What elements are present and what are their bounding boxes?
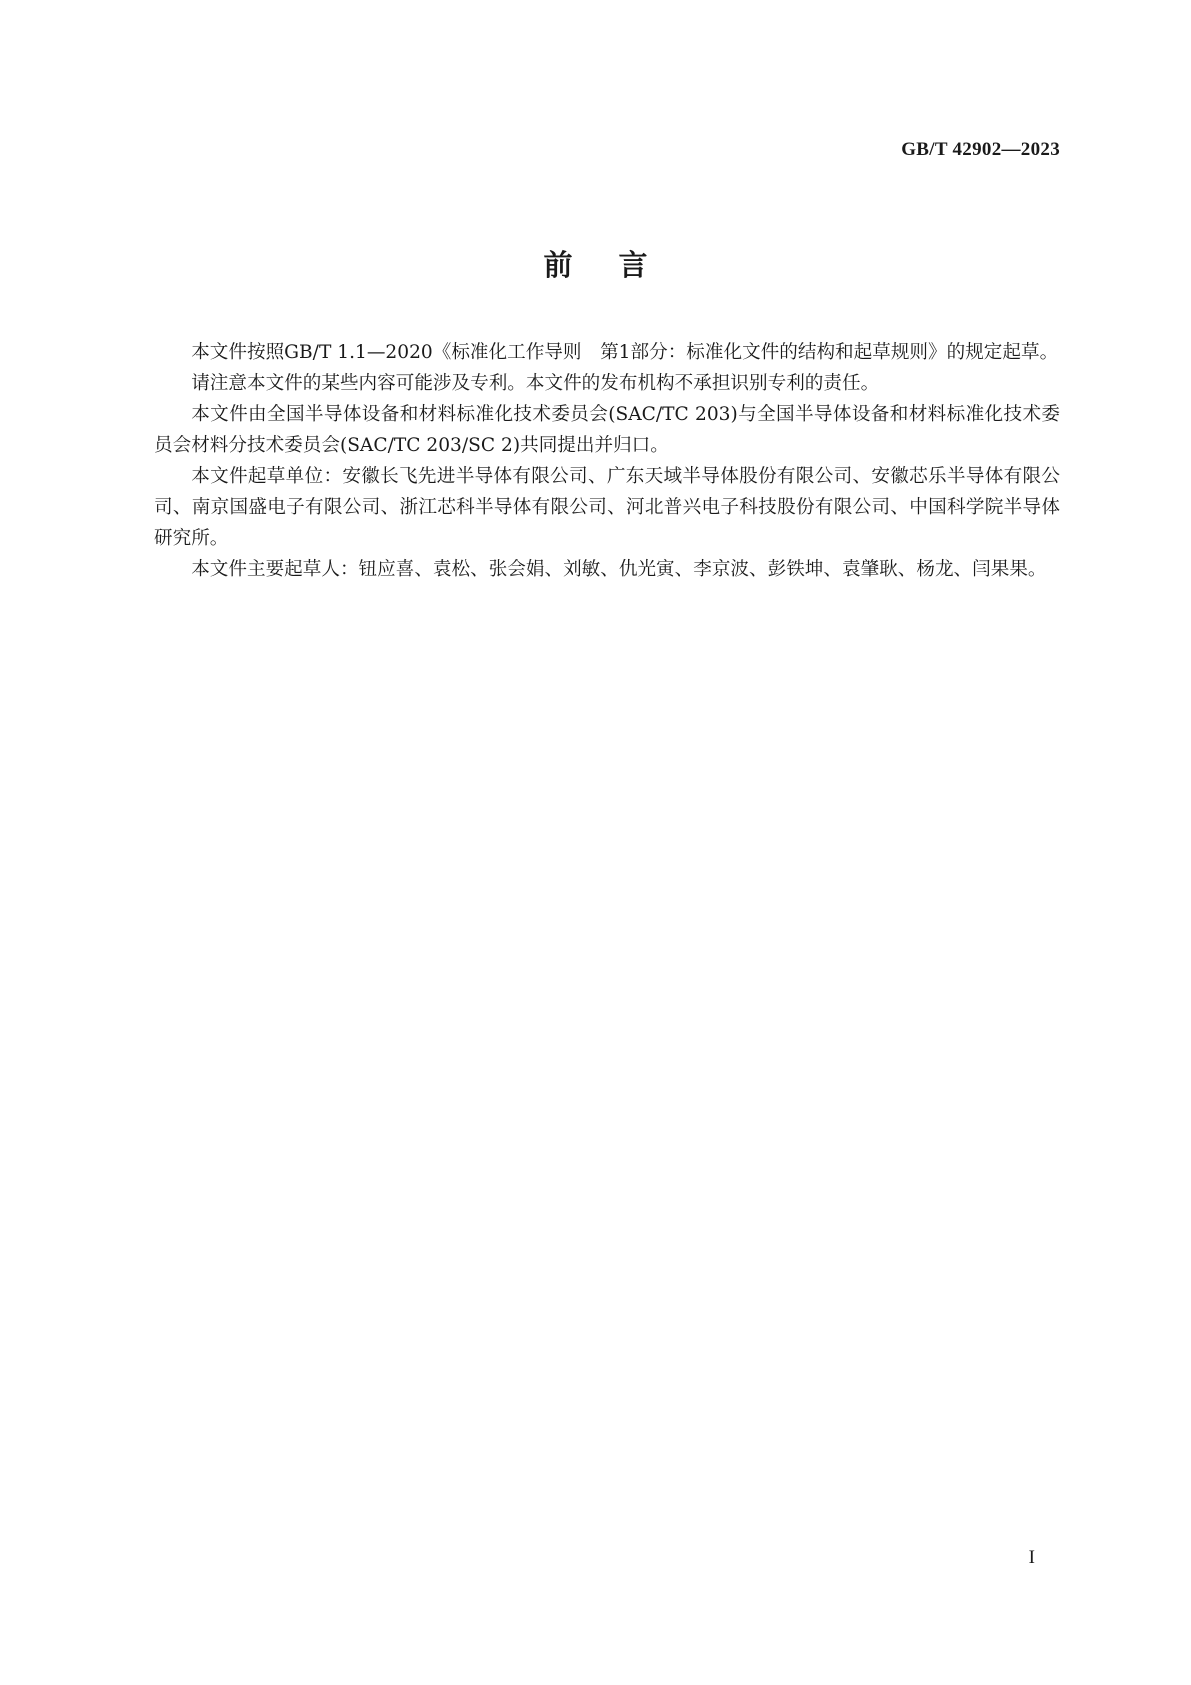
paragraph-drafting-units: 本文件起草单位：安徽长飞先进半导体有限公司、广东天域半导体股份有限公司、安徽芯乐半导体有限公司、南京国盛电子有限公司、浙江芯科半导体有限公司、河北普兴电子科技股份有限公司、中国科学院半导体研究所。: [154, 466, 1060, 549]
paragraph-drafters: 本文件主要起草人：钮应喜、袁松、张会娟、刘敏、仇光寅、李京波、彭铁坤、袁肇耿、杨龙、闫果果。: [191, 559, 1047, 580]
standard-code: GB/T 42902—2023: [901, 139, 1060, 160]
foreword-body: [154, 337, 1060, 585]
page-title: 前言: [543, 248, 694, 282]
paragraph-patent-notice: 请注意本文件的某些内容可能涉及专利。本文件的发布机构不承担识别专利的责任。: [191, 373, 880, 394]
paragraph-proposer: 本文件由全国半导体设备和材料标准化技术委员会(SAC/TC 203)与全国半导体设备和材料标准化技术委员会材料分技术委员会(SAC/TC 203/SC 2)共同提出并归口。: [154, 404, 1060, 456]
paragraph-drafting-basis: 本文件按照GB/T 1.1—2020《标准化工作导则 第1部分：标准化文件的结构和起草规则》的规定起草。: [191, 342, 1059, 363]
page-number: I: [1028, 1547, 1035, 1568]
